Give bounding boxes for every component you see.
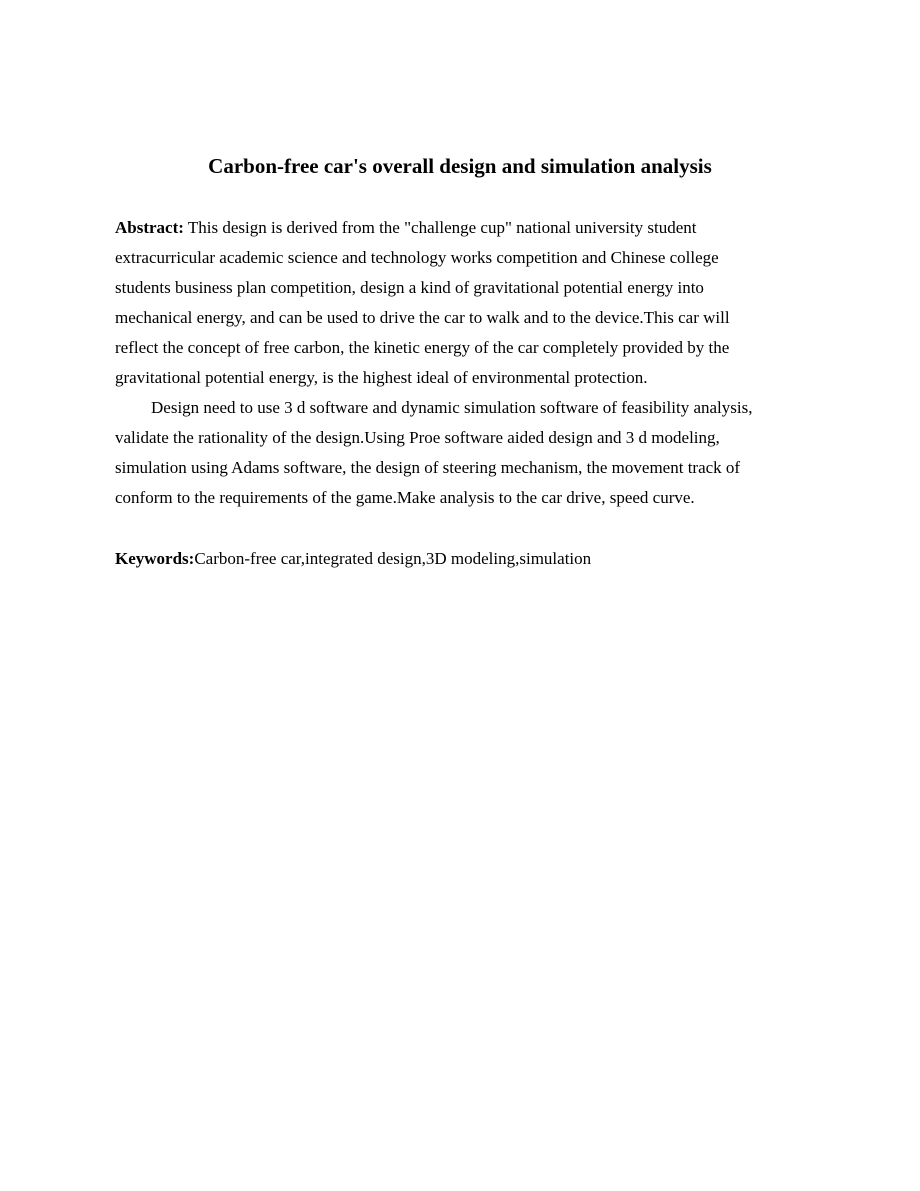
abstract-para2-line-2: validate the rationality of the design.Using Proe software aided design and 3 d modeling, [115, 428, 720, 447]
abstract-text: This design is derived from the "challenge cup" national university student [183, 218, 697, 237]
abstract-label: Abstract: [115, 218, 184, 237]
abstract-line-2: extracurricular academic science and technology works competition and Chinese college [115, 248, 719, 267]
abstract-line-1 [115, 213, 815, 243]
abstract-line-5: reflect the concept of free carbon, the kinetic energy of the car completely provided by the [115, 338, 730, 357]
keywords-label: Keywords: [115, 549, 195, 568]
keywords-section [115, 544, 591, 574]
abstract-line-4: mechanical energy, and can be used to drive the car to walk and to the device.This car will [115, 308, 730, 327]
abstract-section [115, 213, 815, 513]
page-title: Carbon-free car's overall design and simulation analysis [208, 154, 712, 178]
abstract-para2-line-1: Design need to use 3 d software and dynamic simulation software of feasibility analysis, [151, 398, 753, 417]
abstract-line-6: gravitational potential energy, is the highest ideal of environmental protection. [115, 368, 648, 387]
abstract-para2-line-3: simulation using Adams software, the design of steering mechanism, the movement track of [115, 458, 741, 477]
keywords-text: Carbon-free car,integrated design,3D modeling,simulation [194, 549, 592, 568]
abstract-line-3: students business plan competition, design a kind of gravitational potential energy into [115, 278, 704, 297]
abstract-para2-line-4: conform to the requirements of the game.Make analysis to the car drive, speed curve. [115, 488, 695, 507]
